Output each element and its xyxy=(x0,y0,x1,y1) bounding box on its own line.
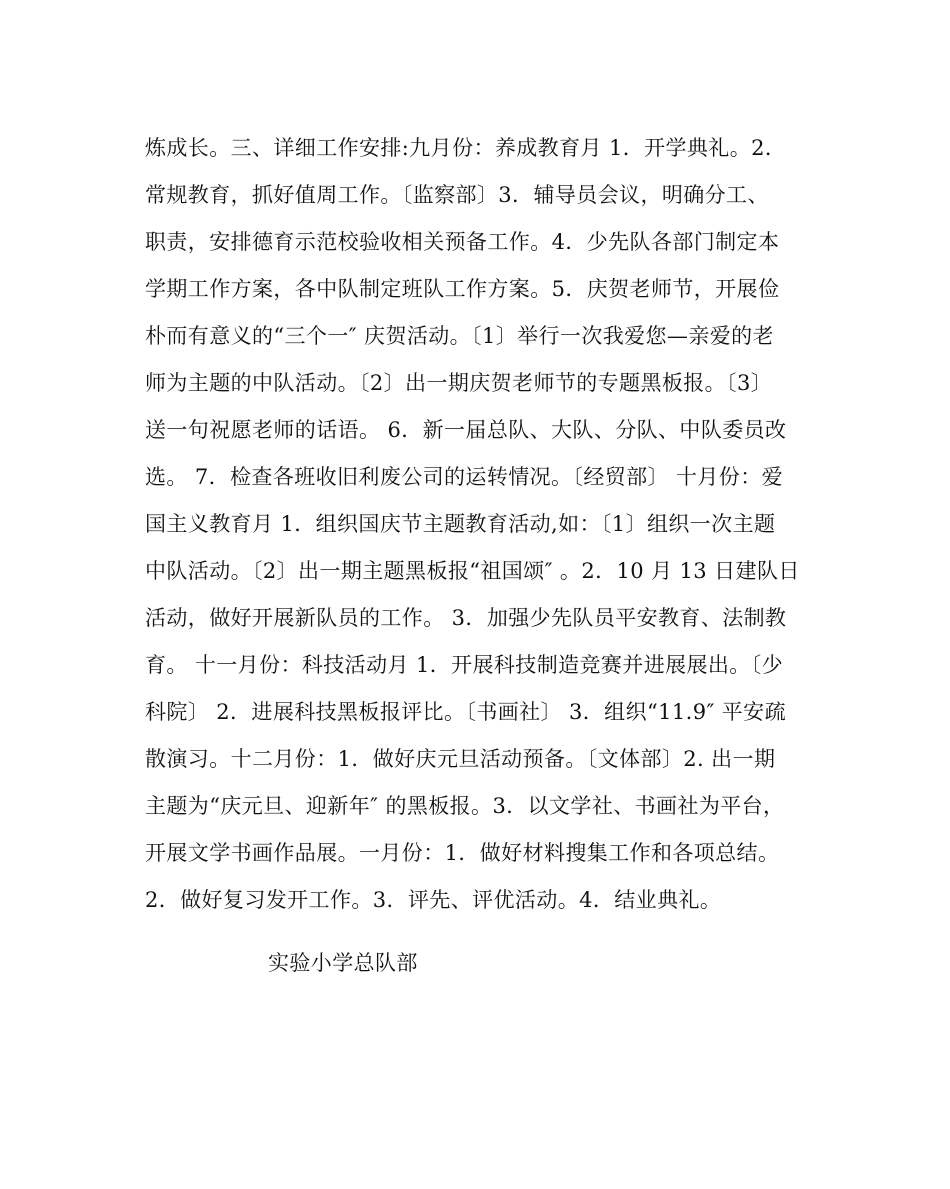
body-line-7: 送一句祝愿老师的话语。 6．新一届总队、大队、分队、中队委员改 xyxy=(145,418,787,442)
body-line-8: 选。 7．检查各班收旧利废公司的运转情况。〔经贸部〕 十月份：爱 xyxy=(145,465,784,489)
body-line-4: 学期工作方案，各中队制定班队工作方案。5．庆贺老师节，开展俭 xyxy=(145,277,780,301)
body-line-13: 科院〕 2．进展科技黑板报评比。〔书画社〕 3．组织“11.9″ 平安疏 xyxy=(145,700,786,724)
body-line-1: 炼成长。三、详细工作安排:九月份：养成教育月 1．开学典礼。2． xyxy=(145,136,787,160)
body-line-14: 散演习。十二月份：1．做好庆元旦活动预备。〔文体部〕2. 出一期 xyxy=(145,747,776,771)
body-line-10: 中队活动。〔2〕出一期主题黑板报“祖国颂″ 。2．10 月 13 日建队日 xyxy=(145,559,800,583)
body-line-12: 育。 十一月份：科技活动月 1．开展科技制造竞赛并进展展出。〔少 xyxy=(145,653,784,677)
signature: 实验小学总队部 xyxy=(268,951,418,975)
body-line-5: 朴而有意义的“三个一″ 庆贺活动。〔1〕举行一次我爱您—亲爱的老 xyxy=(145,324,774,348)
body-line-3: 职责，安排德育示范校验收相关预备工作。4．少先队各部门制定本 xyxy=(145,230,780,254)
body-line-2: 常规教育，抓好值周工作。〔监察部〕3．辅导员会议，明确分工、 xyxy=(145,183,769,207)
body-line-11: 活动，做好开展新队员的工作。 3．加强少先队员平安教育、法制教 xyxy=(145,606,787,630)
body-line-16: 开展文学书画作品展。一月份：1．做好材料搜集工作和各项总结。 xyxy=(145,841,780,865)
body-line-15: 主题为“庆元旦、迎新年″ 的黑板报。3．以文学社、书画社为平台， xyxy=(145,794,785,818)
body-line-9: 国主义教育月 1．组织国庆节主题教育活动,如：〔1〕组织一次主题 xyxy=(145,512,776,536)
body-line-6: 师为主题的中队活动。〔2〕出一期庆贺老师节的专题黑板报。〔3〕 xyxy=(145,371,773,395)
body-line-17: 2．做好复习发开工作。3．评先、评优活动。4．结业典礼。 xyxy=(145,888,722,912)
